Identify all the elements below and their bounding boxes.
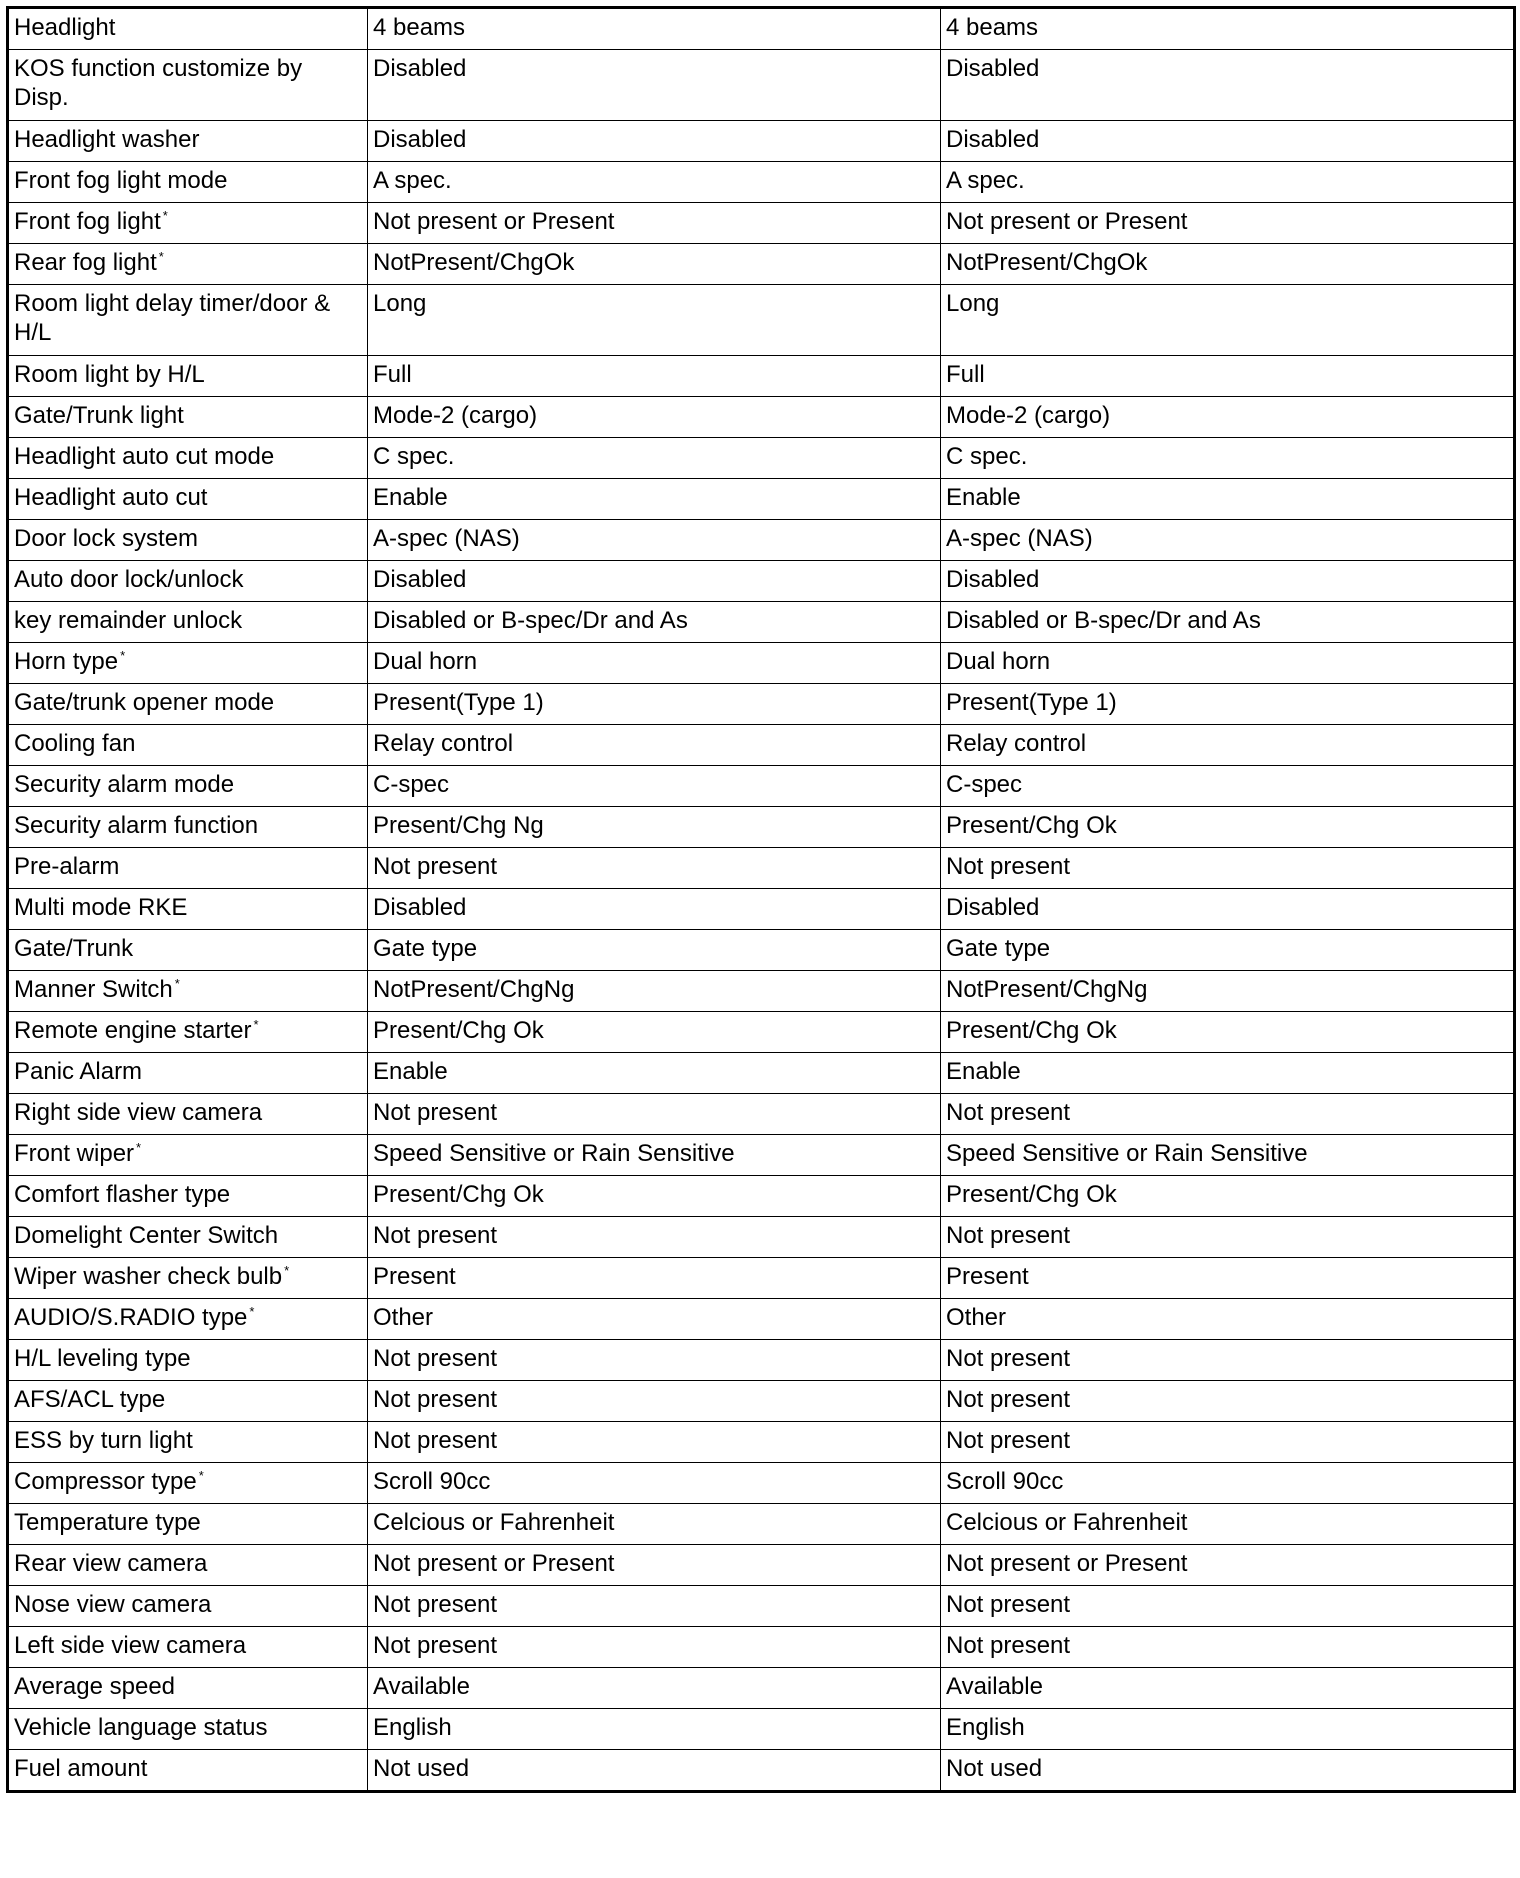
item-cell	[8, 438, 368, 479]
value-cell-2: Full	[941, 356, 1515, 397]
value-cell-2: Present(Type 1)	[941, 684, 1515, 725]
value-cell-1: 4 beams	[368, 8, 941, 50]
item-cell	[8, 1094, 368, 1135]
table-row	[8, 1053, 1515, 1094]
item-cell	[8, 1463, 368, 1504]
value-cell-2: Disabled	[941, 889, 1515, 930]
value-cell-2: Celcious or Fahrenheit	[941, 1504, 1515, 1545]
item-cell	[8, 1627, 368, 1668]
value-cell-1: A-spec (NAS)	[368, 520, 941, 561]
item-cell	[8, 1504, 368, 1545]
item-label: Gate/trunk opener mode	[14, 689, 275, 716]
table-row	[8, 807, 1515, 848]
value-cell-1: Present/Chg Ok	[368, 1176, 941, 1217]
value-cell-1: Relay control	[368, 725, 941, 766]
table-row	[8, 479, 1515, 520]
value-cell-1: Not present	[368, 1422, 941, 1463]
value-cell-2: Not present	[941, 848, 1515, 889]
item-label: Door lock system	[14, 525, 199, 552]
table-row	[8, 889, 1515, 930]
value-cell-2: Disabled	[941, 121, 1515, 162]
item-cell	[8, 1709, 368, 1750]
item-cell	[8, 848, 368, 889]
item-label: Remote engine starter	[14, 1017, 252, 1044]
item-cell	[8, 684, 368, 725]
value-cell-1: Not present	[368, 1340, 941, 1381]
item-cell	[8, 889, 368, 930]
table-row	[8, 1094, 1515, 1135]
value-cell-1: Not present or Present	[368, 1545, 941, 1586]
value-cell-1: Scroll 90cc	[368, 1463, 941, 1504]
item-label: Multi mode RKE	[14, 894, 188, 921]
value-cell-1: Disabled or B-spec/Dr and As	[368, 602, 941, 643]
footnote-marker: *	[120, 648, 126, 663]
item-label: Gate/Trunk	[14, 935, 134, 962]
item-cell	[8, 807, 368, 848]
value-cell-1: Not present	[368, 1094, 941, 1135]
value-cell-2: NotPresent/ChgOk	[941, 244, 1515, 285]
item-cell	[8, 1258, 368, 1299]
item-cell	[8, 1422, 368, 1463]
value-cell-1: Disabled	[368, 121, 941, 162]
item-label: Room light delay timer/door & H/L	[14, 290, 331, 346]
value-cell-1: Other	[368, 1299, 941, 1340]
value-cell-1: Present/Chg Ok	[368, 1012, 941, 1053]
item-cell	[8, 121, 368, 162]
table-row	[8, 356, 1515, 397]
item-label: Nose view camera	[14, 1591, 212, 1618]
item-label: Rear view camera	[14, 1550, 208, 1577]
item-label: Headlight washer	[14, 126, 200, 153]
table-row	[8, 1668, 1515, 1709]
item-label: Vehicle language status	[14, 1714, 268, 1741]
table-row	[8, 438, 1515, 479]
value-cell-2: Present/Chg Ok	[941, 1012, 1515, 1053]
table-row	[8, 930, 1515, 971]
item-label: Panic Alarm	[14, 1058, 143, 1085]
value-cell-2: Present/Chg Ok	[941, 807, 1515, 848]
item-label: Auto door lock/unlock	[14, 566, 244, 593]
value-cell-1: Long	[368, 285, 941, 356]
value-cell-1: Not present	[368, 848, 941, 889]
table-body	[8, 8, 1515, 1792]
value-cell-1: Not present or Present	[368, 203, 941, 244]
table-row	[8, 1504, 1515, 1545]
value-cell-2: Not present or Present	[941, 1545, 1515, 1586]
value-cell-1: Dual horn	[368, 643, 941, 684]
item-label: Temperature type	[14, 1509, 201, 1536]
value-cell-2: Relay control	[941, 725, 1515, 766]
table-row	[8, 1463, 1515, 1504]
item-cell	[8, 643, 368, 684]
value-cell-2: Present/Chg Ok	[941, 1176, 1515, 1217]
item-cell	[8, 602, 368, 643]
value-cell-1: Enable	[368, 1053, 941, 1094]
value-cell-1: Present/Chg Ng	[368, 807, 941, 848]
item-cell	[8, 1135, 368, 1176]
item-label: Headlight auto cut	[14, 484, 208, 511]
value-cell-2: Not present	[941, 1586, 1515, 1627]
value-cell-2: Present	[941, 1258, 1515, 1299]
table-row	[8, 1586, 1515, 1627]
item-cell	[8, 162, 368, 203]
item-label: Domelight Center Switch	[14, 1222, 279, 1249]
table-row	[8, 1340, 1515, 1381]
table-row	[8, 561, 1515, 602]
table-row	[8, 643, 1515, 684]
footnote-marker: *	[162, 208, 168, 223]
table-row	[8, 684, 1515, 725]
value-cell-1: Celcious or Fahrenheit	[368, 1504, 941, 1545]
item-label: Pre-alarm	[14, 853, 120, 880]
value-cell-2: English	[941, 1709, 1515, 1750]
value-cell-2: C-spec	[941, 766, 1515, 807]
configuration-table	[6, 6, 1516, 1793]
value-cell-2: Enable	[941, 1053, 1515, 1094]
value-cell-1: A spec.	[368, 162, 941, 203]
item-cell	[8, 50, 368, 121]
item-cell	[8, 725, 368, 766]
value-cell-1: Present	[368, 1258, 941, 1299]
value-cell-2: Gate type	[941, 930, 1515, 971]
item-cell	[8, 766, 368, 807]
item-cell	[8, 1176, 368, 1217]
value-cell-1: Not present	[368, 1586, 941, 1627]
value-cell-1: Enable	[368, 479, 941, 520]
value-cell-1: Disabled	[368, 889, 941, 930]
value-cell-1: Available	[368, 1668, 941, 1709]
item-label: ESS by turn light	[14, 1427, 193, 1454]
item-cell	[8, 8, 368, 50]
item-cell	[8, 930, 368, 971]
value-cell-2: Other	[941, 1299, 1515, 1340]
item-label: Room light by H/L	[14, 361, 205, 388]
item-cell	[8, 561, 368, 602]
footnote-marker: *	[158, 249, 164, 264]
table-row	[8, 1176, 1515, 1217]
item-cell	[8, 479, 368, 520]
value-cell-1: English	[368, 1709, 941, 1750]
item-cell	[8, 1053, 368, 1094]
value-cell-2: Available	[941, 1668, 1515, 1709]
item-cell	[8, 1750, 368, 1792]
value-cell-1: NotPresent/ChgOk	[368, 244, 941, 285]
item-label: H/L leveling type	[14, 1345, 191, 1372]
table-row	[8, 1545, 1515, 1586]
item-label: Average speed	[14, 1673, 176, 1700]
item-label: Headlight	[14, 14, 116, 41]
value-cell-2: Scroll 90cc	[941, 1463, 1515, 1504]
item-label: Fuel amount	[14, 1755, 148, 1782]
value-cell-1: Mode-2 (cargo)	[368, 397, 941, 438]
table-row	[8, 203, 1515, 244]
table-row	[8, 1627, 1515, 1668]
value-cell-1: Not used	[368, 1750, 941, 1792]
item-cell	[8, 203, 368, 244]
item-label: Front fog light mode	[14, 167, 228, 194]
item-label: AFS/ACL type	[14, 1386, 166, 1413]
item-label: key remainder unlock	[14, 607, 243, 634]
item-label: Cooling fan	[14, 730, 136, 757]
table-row	[8, 50, 1515, 121]
table-row	[8, 520, 1515, 561]
table-row	[8, 1012, 1515, 1053]
value-cell-2: Not used	[941, 1750, 1515, 1792]
value-cell-2: Mode-2 (cargo)	[941, 397, 1515, 438]
item-cell	[8, 397, 368, 438]
item-label: KOS function customize by Disp.	[14, 55, 303, 111]
footnote-marker: *	[253, 1017, 259, 1032]
value-cell-2: Disabled	[941, 50, 1515, 121]
item-cell	[8, 1545, 368, 1586]
item-cell	[8, 520, 368, 561]
footnote-marker: *	[174, 976, 180, 991]
value-cell-2: Enable	[941, 479, 1515, 520]
value-cell-2: Not present	[941, 1627, 1515, 1668]
value-cell-2: Not present	[941, 1094, 1515, 1135]
value-cell-1: NotPresent/ChgNg	[368, 971, 941, 1012]
table-row	[8, 1709, 1515, 1750]
item-label: Security alarm function	[14, 812, 259, 839]
table-row	[8, 244, 1515, 285]
table-row	[8, 397, 1515, 438]
value-cell-2: A-spec (NAS)	[941, 520, 1515, 561]
item-label: Headlight auto cut mode	[14, 443, 275, 470]
item-label: Right side view camera	[14, 1099, 263, 1126]
value-cell-2: Disabled	[941, 561, 1515, 602]
value-cell-2: Long	[941, 285, 1515, 356]
item-label: Front fog light	[14, 208, 161, 235]
table-row	[8, 1422, 1515, 1463]
value-cell-2: Disabled or B-spec/Dr and As	[941, 602, 1515, 643]
table-row	[8, 121, 1515, 162]
value-cell-1: Gate type	[368, 930, 941, 971]
item-label: AUDIO/S.RADIO type	[14, 1304, 248, 1331]
item-label: Wiper washer check bulb	[14, 1263, 283, 1290]
footnote-marker: *	[136, 1140, 142, 1155]
item-label: Comfort flasher type	[14, 1181, 231, 1208]
item-label: Rear fog light	[14, 249, 157, 276]
table-row	[8, 848, 1515, 889]
value-cell-1: Disabled	[368, 561, 941, 602]
footnote-marker: *	[249, 1304, 255, 1319]
value-cell-1: Present(Type 1)	[368, 684, 941, 725]
item-cell	[8, 1299, 368, 1340]
item-cell	[8, 1012, 368, 1053]
value-cell-1: Not present	[368, 1381, 941, 1422]
item-label: Front wiper	[14, 1140, 135, 1167]
item-label: Left side view camera	[14, 1632, 247, 1659]
item-cell	[8, 1340, 368, 1381]
value-cell-2: NotPresent/ChgNg	[941, 971, 1515, 1012]
table-row	[8, 1750, 1515, 1792]
item-cell	[8, 285, 368, 356]
value-cell-1: Not present	[368, 1627, 941, 1668]
value-cell-2: Not present or Present	[941, 203, 1515, 244]
value-cell-1: Not present	[368, 1217, 941, 1258]
table-row	[8, 766, 1515, 807]
table-row	[8, 162, 1515, 203]
value-cell-2: Not present	[941, 1217, 1515, 1258]
item-label: Security alarm mode	[14, 771, 235, 798]
table-row	[8, 1381, 1515, 1422]
item-cell	[8, 971, 368, 1012]
value-cell-2: 4 beams	[941, 8, 1515, 50]
table-row	[8, 8, 1515, 50]
value-cell-2: Speed Sensitive or Rain Sensitive	[941, 1135, 1515, 1176]
value-cell-2: Not present	[941, 1381, 1515, 1422]
table-row	[8, 1258, 1515, 1299]
table-row	[8, 1135, 1515, 1176]
value-cell-2: A spec.	[941, 162, 1515, 203]
value-cell-1: Full	[368, 356, 941, 397]
value-cell-1: C-spec	[368, 766, 941, 807]
footnote-marker: *	[284, 1263, 290, 1278]
table-row	[8, 971, 1515, 1012]
table-row	[8, 1217, 1515, 1258]
item-cell	[8, 356, 368, 397]
value-cell-1: Speed Sensitive or Rain Sensitive	[368, 1135, 941, 1176]
value-cell-2: Not present	[941, 1340, 1515, 1381]
item-label: Gate/Trunk light	[14, 402, 184, 429]
table-row	[8, 1299, 1515, 1340]
table-row	[8, 285, 1515, 356]
footnote-marker: *	[198, 1468, 204, 1483]
item-cell	[8, 1217, 368, 1258]
item-label: Manner Switch	[14, 976, 173, 1003]
value-cell-2: Dual horn	[941, 643, 1515, 684]
table-row	[8, 725, 1515, 766]
value-cell-1: Disabled	[368, 50, 941, 121]
item-label: Compressor type	[14, 1468, 197, 1495]
table-row	[8, 602, 1515, 643]
value-cell-2: C spec.	[941, 438, 1515, 479]
item-cell	[8, 1586, 368, 1627]
item-cell	[8, 1381, 368, 1422]
value-cell-1: C spec.	[368, 438, 941, 479]
value-cell-2: Not present	[941, 1422, 1515, 1463]
item-cell	[8, 1668, 368, 1709]
item-cell	[8, 244, 368, 285]
item-label: Horn type	[14, 648, 119, 675]
